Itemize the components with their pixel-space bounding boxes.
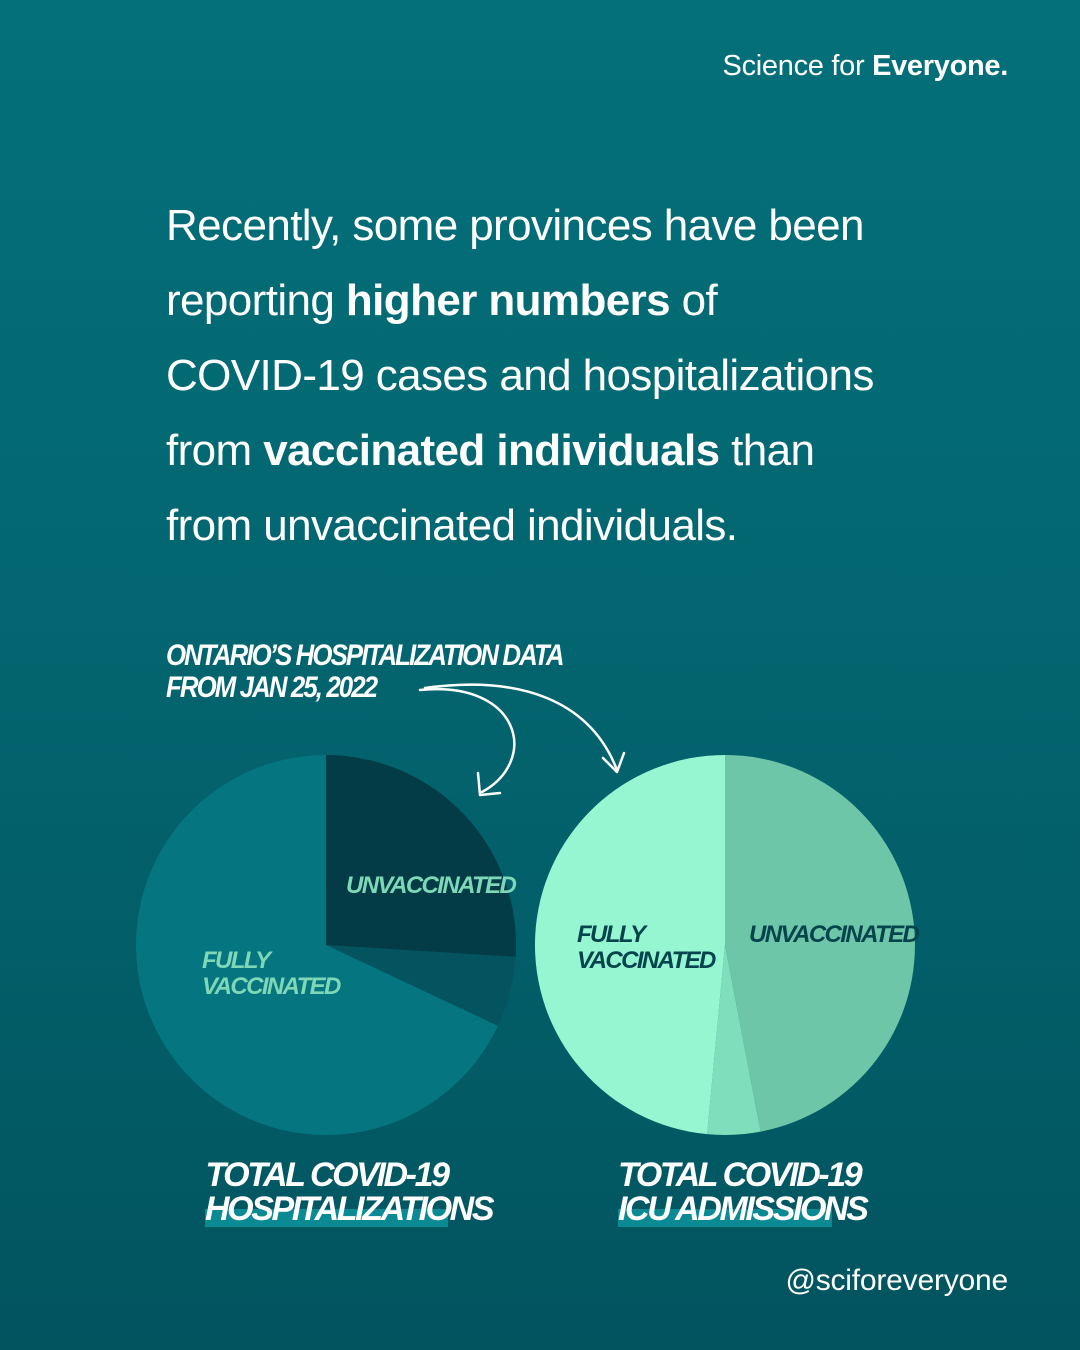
- left-chart-title-line-1: TOTAL COVID-19: [205, 1156, 448, 1194]
- source-note-line-1: ONTARIO’S HOSPITALIZATION DATA: [166, 639, 563, 672]
- headline-text: from: [166, 426, 264, 475]
- left-chart-title: [205, 1156, 493, 1228]
- headline-text: reporting: [166, 276, 346, 325]
- headline-text: of: [669, 276, 718, 325]
- slice-label-unvaccinated: UNVACCINATED: [346, 872, 516, 899]
- headline-emphasis: higher numbers: [345, 276, 670, 325]
- slice-label-fully-line-2: VACCINATED: [202, 973, 340, 1000]
- hospitalizations-pie: [136, 755, 516, 1135]
- slice-label-fully-icu-line-1: FULLY: [577, 921, 645, 948]
- slice-label-fully-icu-line-2: VACCINATED: [577, 947, 715, 974]
- right-chart-title-line-2: ICU ADMISSIONS: [618, 1190, 867, 1228]
- right-chart-title: [618, 1156, 867, 1228]
- social-handle: @sciforeveryone: [785, 1264, 1008, 1297]
- brand-bold: Everyone.: [872, 50, 1008, 82]
- brand-prefix: Science for: [722, 50, 873, 82]
- slice-label-fully-line-1: FULLY: [202, 947, 270, 974]
- headline-emphasis: vaccinated individuals: [263, 426, 720, 475]
- headline-line-5: from unvaccinated individuals.: [166, 501, 738, 550]
- pie-slice-unvaccinated: [326, 755, 516, 957]
- slice-label-unvaccinated-icu: UNVACCINATED: [749, 921, 919, 948]
- arrow-to-right-pie: [425, 685, 617, 770]
- right-chart-title-line-1: TOTAL COVID-19: [618, 1156, 861, 1194]
- left-chart-title-line-2: HOSPITALIZATIONS: [205, 1190, 493, 1228]
- headline-line-3: COVID-19 cases and hospitalizations: [166, 351, 874, 400]
- headline-text: than: [719, 426, 815, 475]
- source-note-line-2: FROM JAN 25, 2022: [166, 671, 377, 704]
- arrow-to-left-pie: [420, 689, 514, 792]
- headline-line-1: Recently, some provinces have been: [166, 201, 864, 250]
